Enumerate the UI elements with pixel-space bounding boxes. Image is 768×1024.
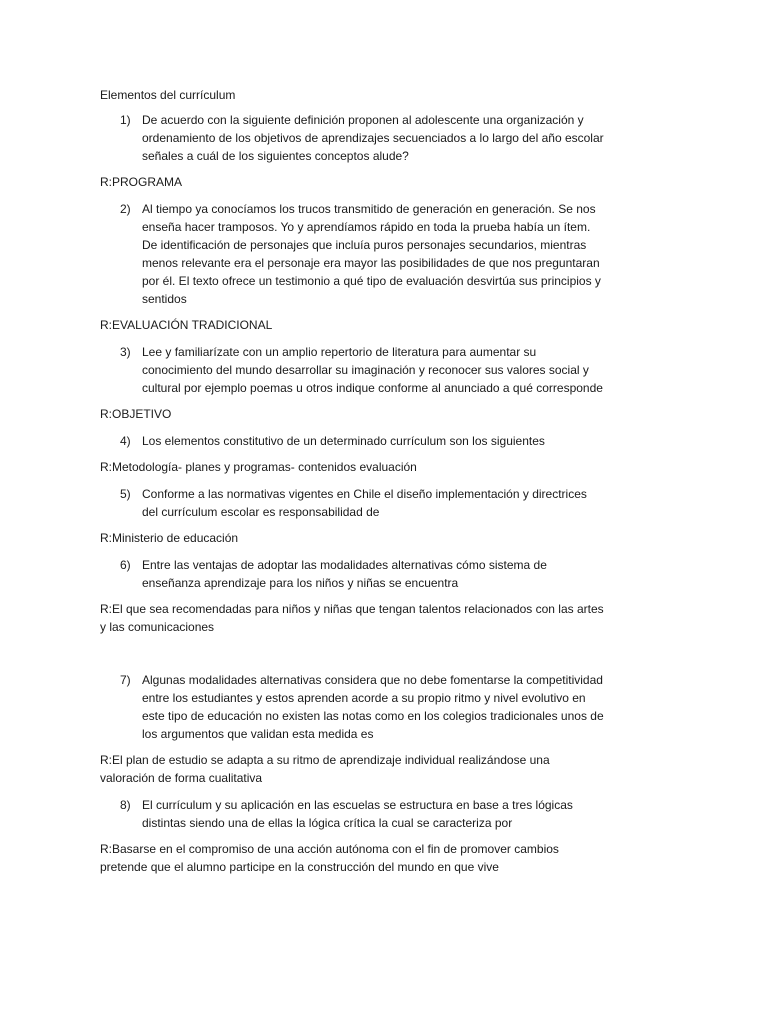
answer-5: R:Ministerio de educación — [100, 531, 239, 545]
question-3 — [100, 343, 605, 397]
question-text: El currículum y su aplicación en las escuelas se estructura en base a tres lógicas distintas siendo una de ellas la lógica crítica la cual se caracteriza por — [142, 798, 573, 830]
question-5 — [100, 485, 605, 521]
question-text: Entre las ventajas de adoptar las modalidades alternativas cómo sistema de enseñanza aprendizaje para los niños y niñas se encuentra — [142, 558, 547, 590]
answer-7: R:El plan de estudio se adapta a su ritmo de aprendizaje individual realizándose una valoración de forma cualitativa — [100, 753, 550, 785]
question-number: 2) — [120, 202, 131, 216]
answer-8: R:Basarse en el compromiso de una acción autónoma con el fin de promover cambios pretende que el alumno participe en la construcción del mundo en que vive — [100, 842, 559, 874]
question-4 — [100, 432, 605, 450]
question-text: Conforme a las normativas vigentes en Chile el diseño implementación y directrices del currículum escolar es responsabilidad de — [142, 487, 587, 519]
question-2 — [100, 200, 605, 308]
question-number: 8) — [120, 798, 131, 812]
question-text: De acuerdo con la siguiente definición proponen al adolescente una organización y ordenamiento de los objetivos de aprendizajes secuenciados a lo largo del año escolar señales a cuál de los siguientes conceptos alude? — [142, 113, 604, 163]
question-7 — [100, 671, 605, 743]
answer-3: R:OBJETIVO — [100, 407, 172, 421]
question-number: 1) — [120, 113, 131, 127]
question-text: Los elementos constitutivo de un determinado currículum son los siguientes — [142, 434, 545, 448]
question-number: 5) — [120, 487, 131, 501]
question-number: 3) — [120, 345, 131, 359]
question-8 — [100, 796, 605, 832]
question-text: Lee y familiarízate con un amplio repertorio de literatura para aumentar su conocimiento del mundo desarrollar su imaginación y reconocer sus valores social y cultural por ejemplo poemas u otros indique conforme al anunciado a qué corresponde — [142, 345, 603, 395]
question-1 — [100, 111, 605, 165]
question-number: 7) — [120, 673, 131, 687]
answer-6: R:El que sea recomendadas para niños y niñas que tengan talentos relacionados con las artes y las comunicaciones — [100, 602, 604, 634]
question-number: 6) — [120, 558, 131, 572]
question-6 — [100, 556, 605, 592]
question-number: 4) — [120, 434, 131, 448]
spacer — [100, 645, 605, 671]
question-text: Al tiempo ya conocíamos los trucos transmitido de generación en generación. Se nos enseña hacer tramposos. Yo y aprendíamos rápido en toda la prueba había un ítem. De identificación de personajes que incluía puros personajes secundarios, mientras menos relevante era el personaje era mayor las posibilidades de que nos preguntaran por él. El texto ofrece un testimonio a qué tipo de evaluación desvirtúa sus principios y sentidos — [142, 202, 601, 306]
answer-2: R:EVALUACIÓN TRADICIONAL — [100, 318, 273, 332]
question-text: Algunas modalidades alternativas considera que no debe fomentarse la competitividad entre los estudiantes y estos aprenden acorde a su propio ritmo y nivel evolutivo en este tipo de educación no existen las notas como en los colegios tradicionales unos de los argumentos que validan esta medida es — [142, 673, 604, 741]
document-title: Elementos del currículum — [100, 88, 236, 102]
answer-1: R:PROGRAMA — [100, 175, 183, 189]
document-page — [100, 86, 605, 885]
answer-4: R:Metodología- planes y programas- contenidos evaluación — [100, 460, 417, 474]
